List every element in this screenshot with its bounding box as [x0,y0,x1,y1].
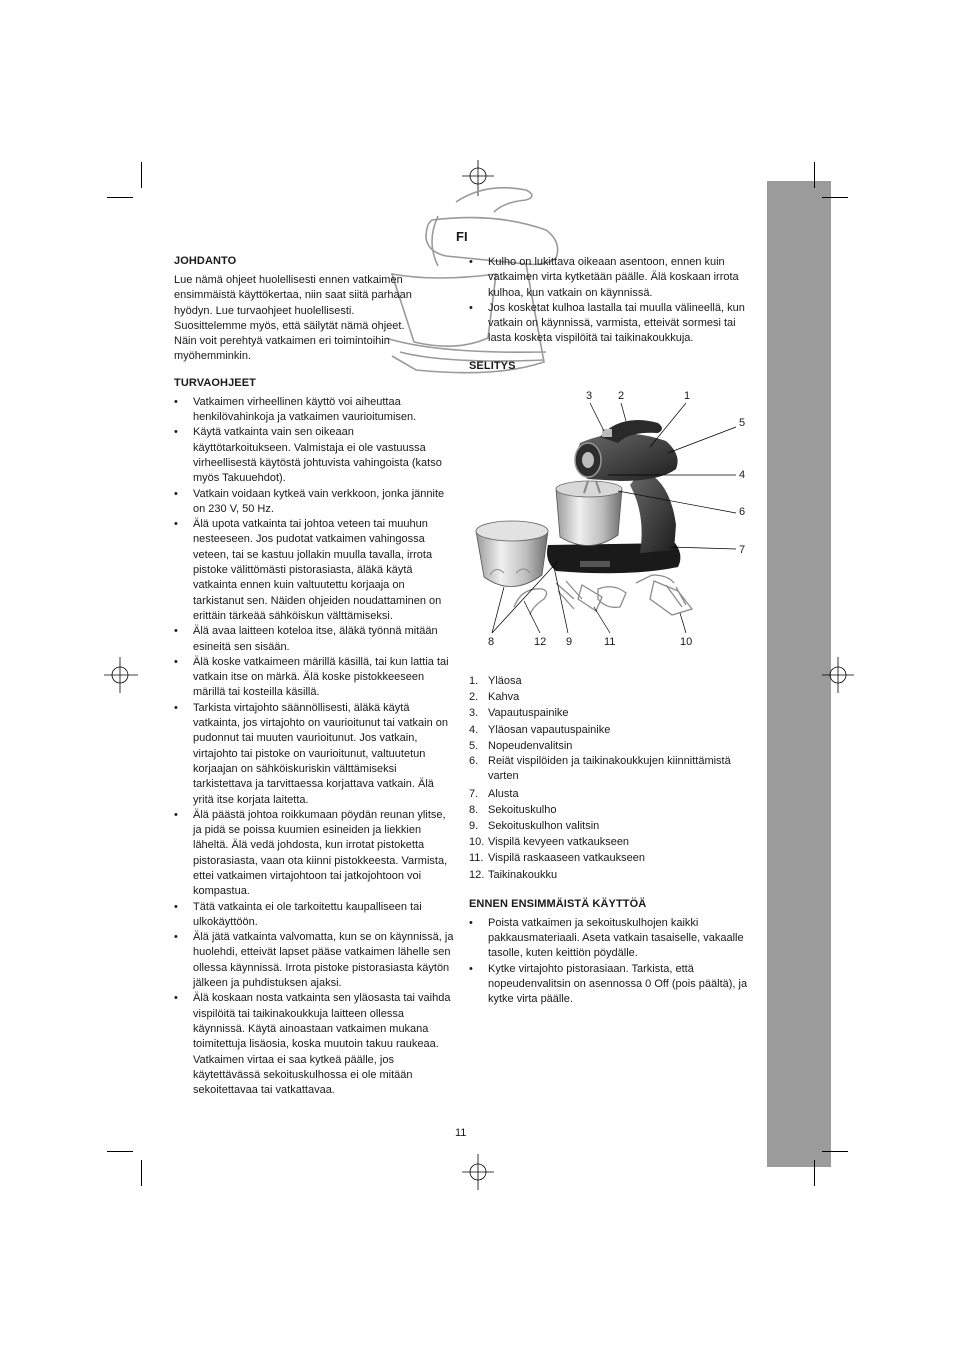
bowl-safety-list [469,255,749,347]
before-first-use-heading: ENNEN ENSIMMÄISTÄ KÄYTTÖÄ [469,897,647,910]
item-label: Taikinakoukku [488,868,558,881]
registration-mark-right [820,655,854,695]
callout-label: 10 [680,636,693,648]
list-item: • Älä päästä johtoa roikkumaan pöydän reunan ylitse, ja pidä se poissa kuumien esineiden ja liekkien läheltä. Älä vedä johdosta, kun irrotat pistoketta pistorasiasta, vaan ota kiinni pistokkeesta. Varmista, ettei vatkaimen virtajohtoon tai jatkojohtoon voi kompastua. [174,808,454,900]
right-column-bottom [469,673,749,1008]
list-item: • Tätä vatkainta ei ole tarkoitettu kaupalliseen tai ulkokäyttöön. [174,900,454,931]
list-item [469,834,749,850]
registration-mark-left [104,655,140,695]
item-label: Yläosa [488,675,522,687]
list-item [469,818,749,834]
callout-label: 3 [586,390,593,402]
item-number: 7. [469,787,479,800]
list-item [469,867,749,883]
item-label: Vapautuspainike [488,707,569,720]
item-number: 12. [469,868,485,881]
callout-label: 5 [739,417,746,429]
item-label: Sekoituskulhon valitsin [488,820,600,833]
item-label: Nopeudenvalitsin [488,739,573,752]
callout-label: 2 [618,390,625,402]
list-item: • Älä koske vatkaimeen märillä käsillä, tai kun lattia tai vatkain itse on märkä. Älä koske pistokkeeseen märillä tai kosteilla käsillä. [174,655,454,701]
item-number: 3. [469,707,479,720]
item-label: Vispilä kevyeen vatkaukseen [488,836,630,849]
item-number: 1. [469,675,479,687]
list-item [469,738,749,754]
callout-label: 11 [604,636,616,648]
list-item: • Vatkain voidaan kytkeä vain verkkoon, jonka jännite on 230 V, 50 Hz. [174,487,454,518]
language-tag: FI [456,229,468,244]
right-column-top [469,255,749,372]
registration-mark-bottom [458,1152,498,1192]
item-number: 8. [469,803,479,816]
list-item [469,705,749,721]
safety-list [174,395,454,1099]
item-label: Kahva [488,691,520,704]
item-number: 10. [469,836,485,849]
list-item [469,754,749,785]
before-first-use-list [469,916,749,1008]
callout-leader-lines [470,385,755,650]
callout-label: 1 [684,390,691,402]
item-label: Yläosan vapautuspainike [488,723,611,736]
list-item: • Älä upota vatkainta tai johtoa veteen tai muuhun nesteeseen. Jos pudotat vatkaimen vahingossa veteen, tai se kastuu jollakin muulla tavalla, irrota pistoke välittömästi pistorasiasta, äläkä käytä vatkainta ennen kuin valtuutettu korjaaja on tarkistanut sen. Näiden ohjeiden noudattaminen on erittäin tärkeää sähköiskun välttämiseksi. [174,517,454,624]
callout-label: 12 [534,636,547,648]
item-number: 6. [469,755,479,768]
list-item [469,673,749,689]
list-item: • Tarkista virtajohto säännöllisesti, äläkä käytä vatkainta, jos virtajohto on vaurioitunut tai vatkain on pudonnut tai muuten vaurioitunut. Jos vatkain, virtajohto tai pistoke on vaurioitunut, valtuutetun korjaajan on sähköiskuriskin välttämiseksi tarkistettava ja tarvittaessa korjattava vatkain. Älä yritä itse korjata laitetta. [174,701,454,808]
item-label: Alusta [488,787,519,800]
list-item: • Älä jätä vatkainta valvomatta, kun se on käynnissä, ja huolehdi, etteivät lapset pääse vatkaimen lähelle sen ollessa käynnissä. Irrota pistoke pistorasiasta käytön jälkeen ja puhdistuksen ajaksi. [174,930,454,991]
list-item [469,722,749,738]
list-item [469,689,749,705]
item-number: 4. [469,723,479,736]
callout-label: 8 [488,636,495,648]
product-figure [470,385,755,650]
callout-label: 6 [739,506,746,518]
list-item: • Poista vatkaimen ja sekoituskulhojen kaikki pakkausmateriaali. Aseta vatkain tasaiselle, vakaalle tasolle, kuten keittiön pöydälle. [469,916,749,962]
item-label: Reiät vispilöiden ja taikinakoukkujen kiinnittämistä varten [488,755,731,783]
intro-text: Lue nämä ohjeet huolellisesti ennen vatkaimen ensimmäistä käyttökertaa, niin saat siitä parhaan hyödyn. Lue turvaohjeet huolellisesti. Suosittelemme myös, että säilytät nämä ohjeet. Näin voit perehtyä vatkaimen eri toimintoihin myöhemminkin. [174,274,412,363]
list-item: • Käytä vatkainta vain sen oikeaan käyttötarkoitukseen. Valmistaja ei ole vastuussa virheellisestä käytöstä johtuvista vahingoista (katso myös Takuuehdot). [174,425,454,486]
list-item: • Kulho on lukittava oikeaan asentoon, ennen kuin vatkaimen virta kytketään päälle. Älä koskaan irrota kulhoa, kun vatkain on käynnissä. [469,255,749,301]
callout-label: 7 [739,544,746,556]
callout-label: 4 [739,469,746,481]
page-number: 11 [455,1127,467,1139]
intro-heading: JOHDANTO [174,255,237,267]
item-number: 5. [469,739,479,752]
item-number: 11. [469,852,484,865]
item-label: Sekoituskulho [488,803,557,816]
safety-heading: TURVAOHJEET [174,376,256,389]
list-item: • Vatkaimen virheellinen käyttö voi aiheuttaa henkilövahinkoja ja vatkaimen vaurioitumisen. [174,395,454,426]
left-column [174,255,454,1098]
item-number: 9. [469,820,479,833]
list-item: • Älä koskaan nosta vatkainta sen yläosasta tai vaihda vispilöitä tai taikinakoukkuja laitteen ollessa käynnissä. Käytä ainoastaan vatkaimen mukana toimitettuja lisäosia, koska muutoin takuu raukeaa. Vatkaimen virtaa ei saa kytkeä päälle, jos käytettävässä sekoituskulhossa ei ole mitään sekoitettavaa tai vatkattavaa. [174,991,454,1098]
callout-label: 9 [566,636,573,648]
list-item: • Jos kosketat kulhoa lastalla tai muulla välineellä, kun vatkain on käynnissä, varmista, etteivät sormesi tai lasta kosketa vispilöitä tai taikinakoukkuja. [469,301,749,347]
list-item: • Kytke virtajohto pistorasiaan. Tarkista, että nopeudenvalitsin on asennossa 0 Off (pois päältä), ja kytke virta päälle. [469,962,749,1008]
item-label: Vispilä raskaaseen vatkaukseen [488,852,645,865]
list-item [469,786,749,802]
item-number: 2. [469,691,479,704]
list-item [469,802,749,818]
legend-heading: SELITYS [469,359,516,372]
parts-list [469,673,749,883]
list-item: • Älä avaa laitteen koteloa itse, äläkä työnnä mitään esineitä sen sisään. [174,624,454,655]
list-item [469,850,749,866]
